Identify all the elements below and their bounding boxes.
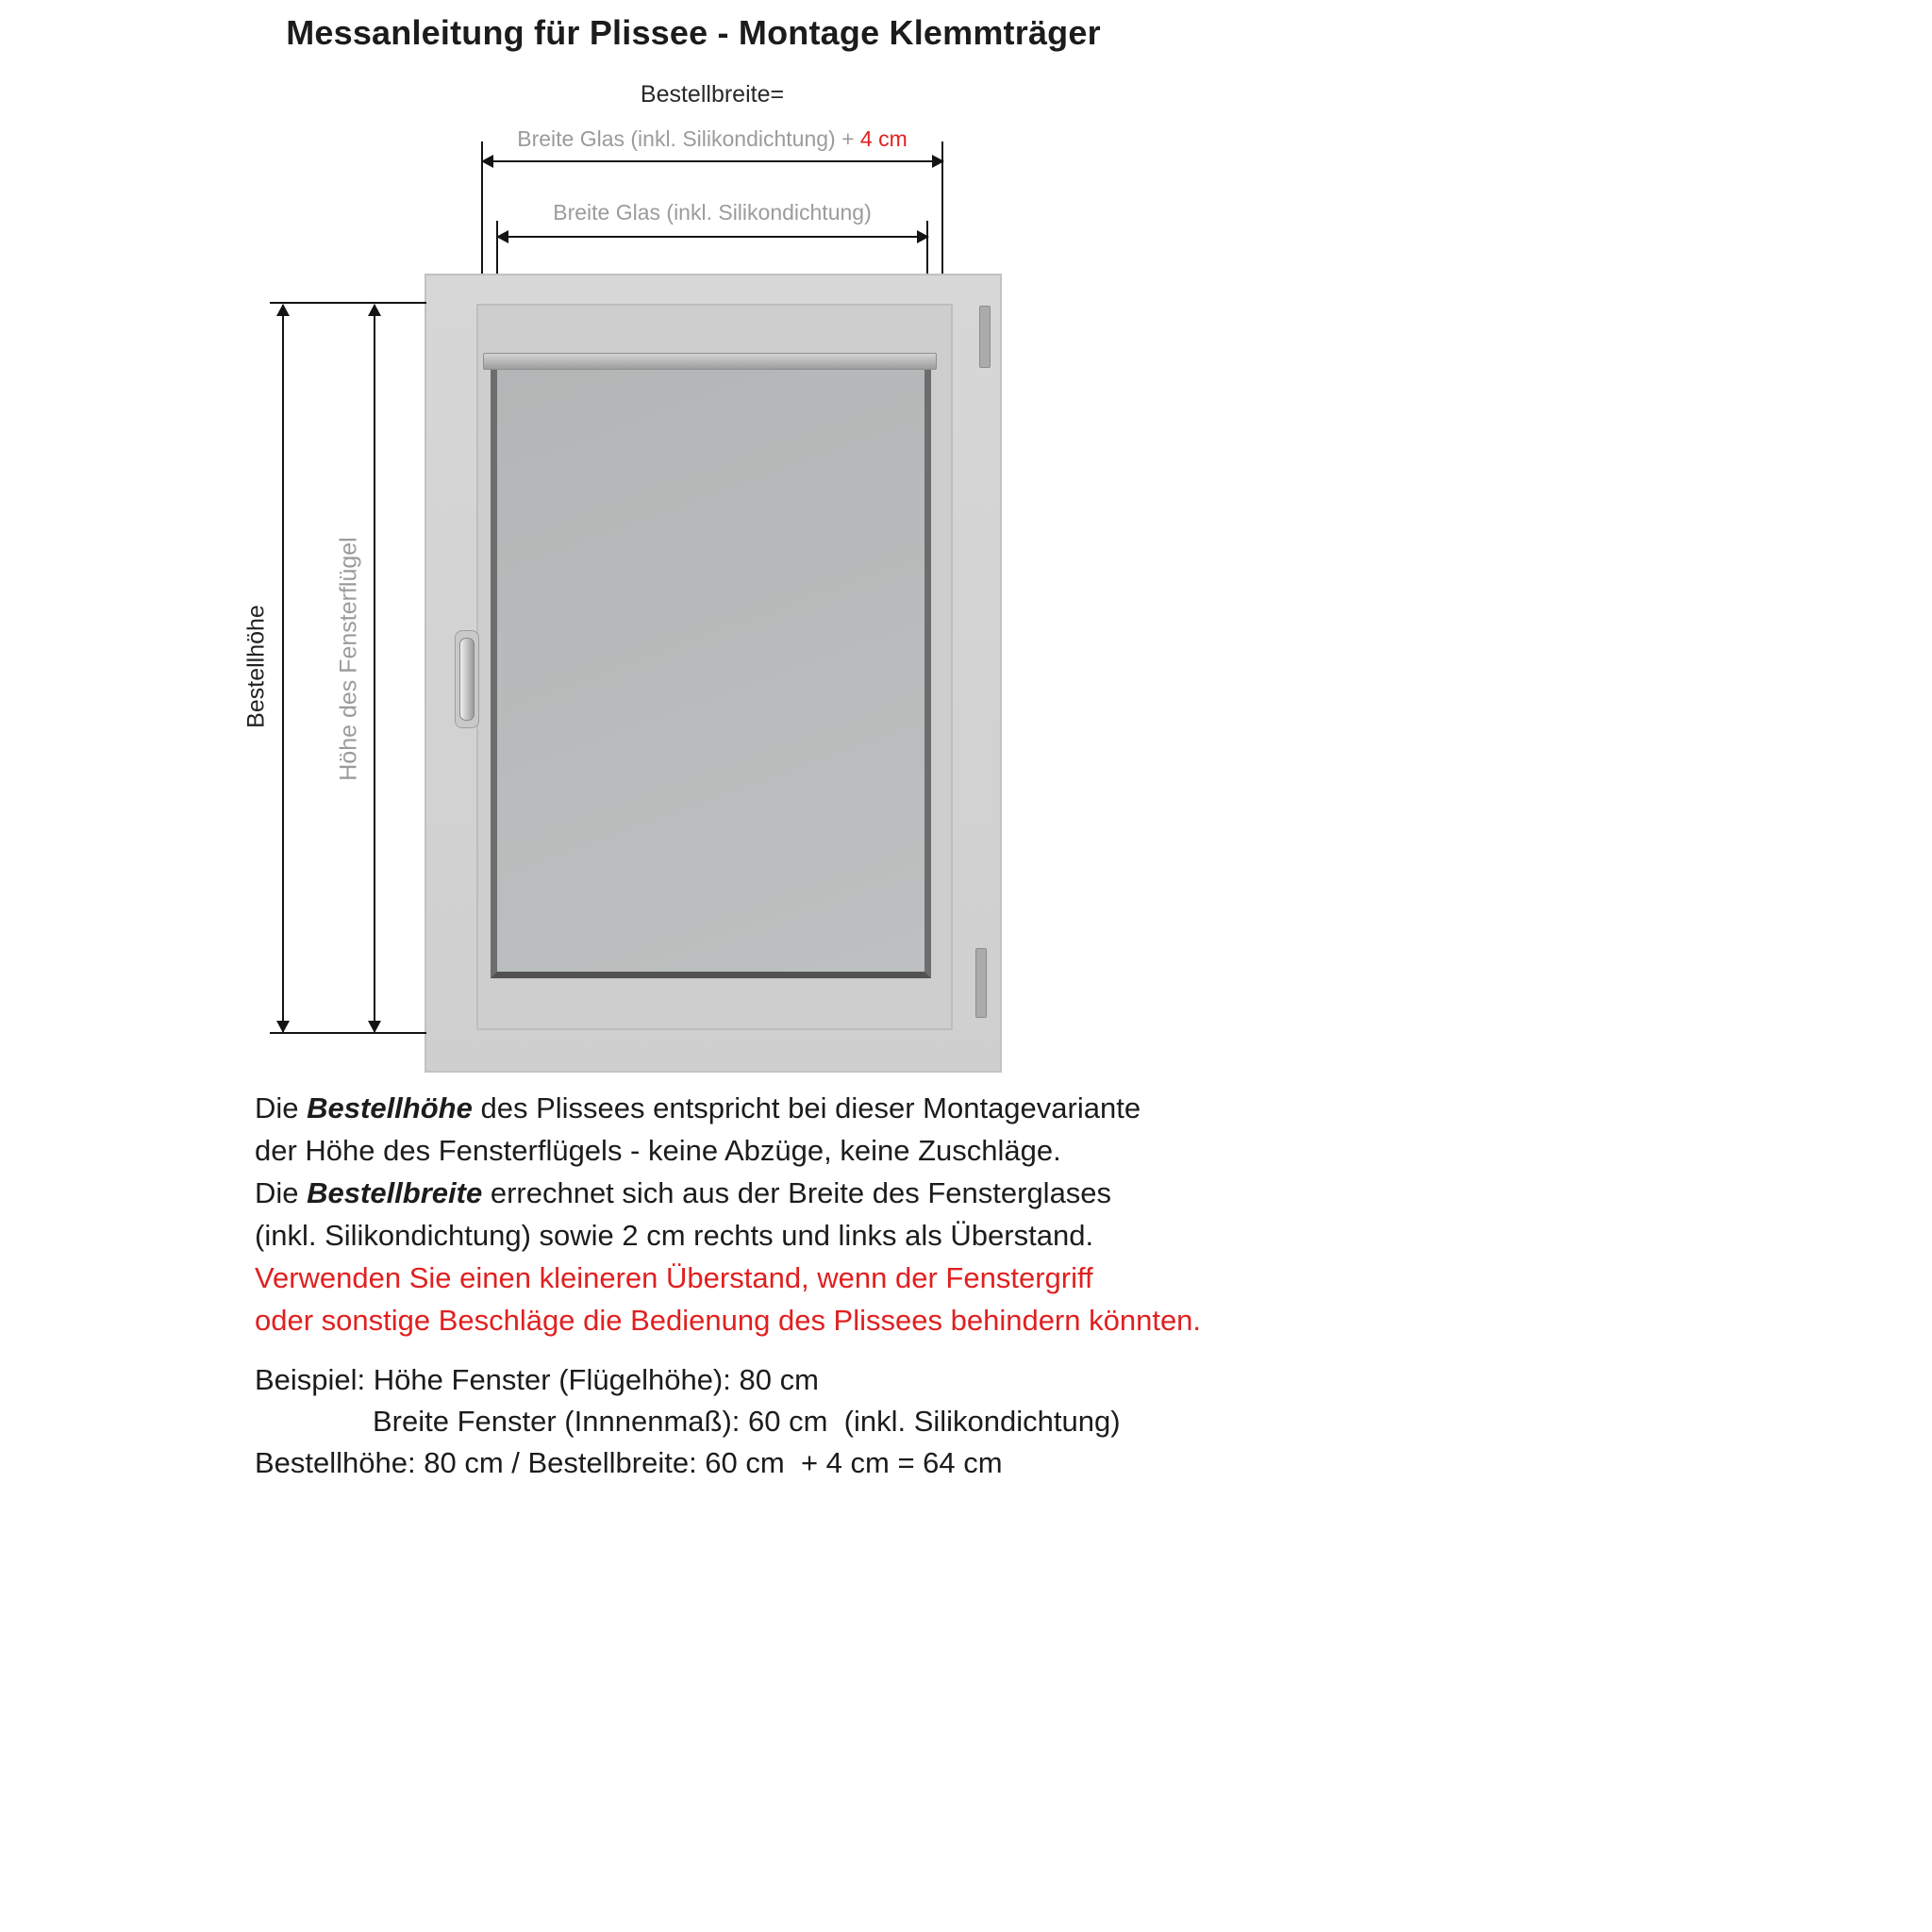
order-height-arrow: [282, 305, 284, 1032]
glass-width-label: Breite Glas (inkl. Silikondichtung): [553, 200, 872, 225]
window-handle: [459, 638, 475, 721]
description-line-1-em: Bestellhöhe: [307, 1091, 473, 1124]
description-line-3-em: Bestellbreite: [307, 1176, 483, 1209]
description-line-1: [255, 1087, 1141, 1129]
height-tick-bottom: [270, 1032, 426, 1034]
description-line-3-pre: Die: [255, 1176, 308, 1209]
description-line-3-post: errechnet sich aus der Breite des Fensterglases: [482, 1176, 1112, 1209]
hinge-bottom: [975, 948, 987, 1018]
description-line-1-pre: Die: [255, 1091, 308, 1124]
example-line-2: Breite Fenster (Innnenmaß): 60 cm (inkl. Silikondichtung): [373, 1405, 1121, 1438]
order-width-formula-red: 4 cm: [859, 126, 908, 151]
page-title: Messanleitung für Plissee - Montage Klemmträger: [286, 13, 1101, 52]
description-line-1-post: des Plissees entspricht bei dieser Montagevariante: [472, 1091, 1141, 1124]
warning-line-2: oder sonstige Beschläge die Bedienung des Plissees behindern könnten.: [255, 1304, 1202, 1337]
order-width-arrow: [482, 160, 943, 162]
order-height-label: Bestellhöhe: [242, 605, 270, 728]
description-line-2: der Höhe des Fensterflügels - keine Abzüge, keine Zuschläge.: [255, 1134, 1061, 1167]
description-line-3: [255, 1172, 1111, 1214]
hinge-top: [979, 306, 991, 368]
glass-width-arrow: [497, 236, 928, 238]
warning-line-1: Verwenden Sie einen kleineren Überstand, wenn der Fenstergriff: [255, 1261, 1093, 1294]
order-width-label: Bestellbreite=: [640, 81, 785, 108]
height-tick-top: [270, 302, 426, 304]
example-line-1: Beispiel: Höhe Fenster (Flügelhöhe): 80 cm: [255, 1363, 819, 1396]
order-width-formula: [358, 126, 1066, 152]
example-line-3: Bestellhöhe: 80 cm / Bestellbreite: 60 cm + 4 cm = 64 cm: [255, 1446, 1003, 1479]
window-glass: [491, 363, 931, 978]
description-line-4: (inkl. Silikondichtung) sowie 2 cm rechts und links als Überstand.: [255, 1219, 1094, 1252]
order-width-formula-gray: Breite Glas (inkl. Silikondichtung) +: [517, 126, 860, 151]
sash-height-arrow: [374, 305, 375, 1032]
sash-height-label: Höhe des Fensterflügel: [335, 537, 362, 781]
plissee-top-rail: [483, 353, 937, 370]
